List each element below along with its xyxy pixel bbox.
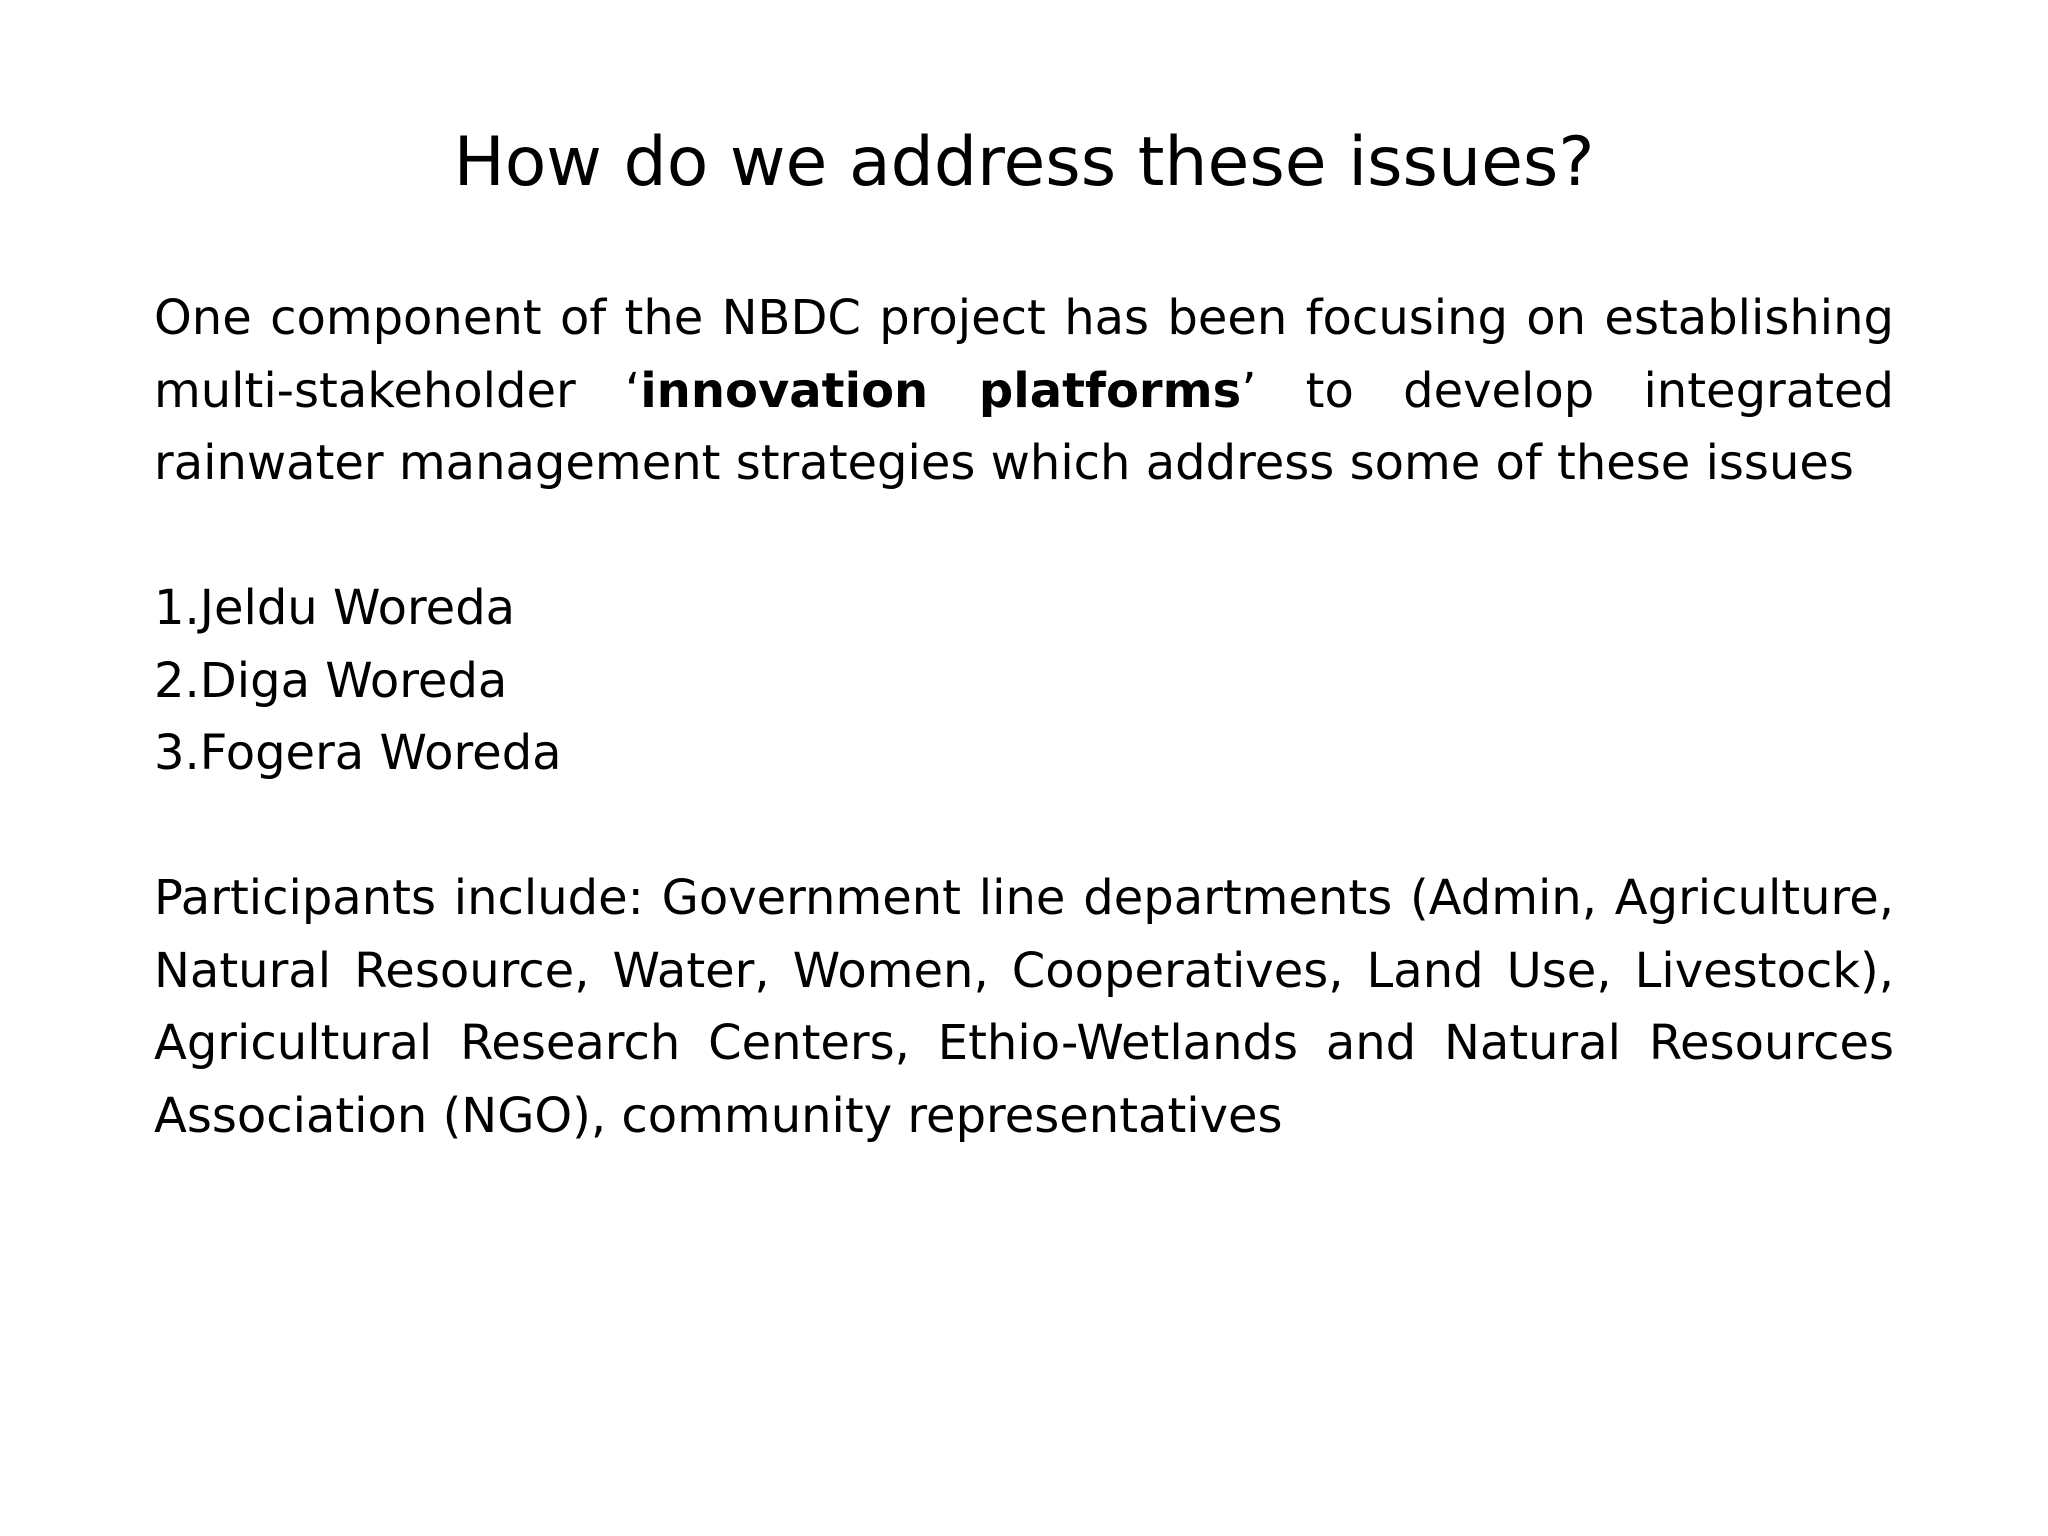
spacer [154,790,1894,863]
list-item: 1.Jeldu Woreda [154,580,516,636]
list-item: 2.Diga Woreda [154,652,508,709]
intro-paragraph [154,282,1894,500]
spacer [154,500,1894,573]
list-item: 3.Fogera Woreda [154,725,562,781]
slide-title: How do we address these issues? [453,123,1595,202]
participants-paragraph: Participants include: Government line departments (Admin, Agriculture, Natural Resource, Water, Women, Cooperatives, Land Use, Livestock), Agricultural Research Centers, Ethio-Wetlands and Natural Resources Association (NGO), community representatives [154,870,1894,1144]
intro-text-after: ’ to develop integrated rainwater management strategies which address some of these issues [154,362,1895,491]
slide-body [154,282,1894,1152]
intro-text-before: One component of the NBDC project has been focusing on establishing multi-stakeholder ‘ [154,290,1894,419]
intro-emphasis: innovation platforms [640,362,1242,419]
woreda-list [154,572,1894,790]
